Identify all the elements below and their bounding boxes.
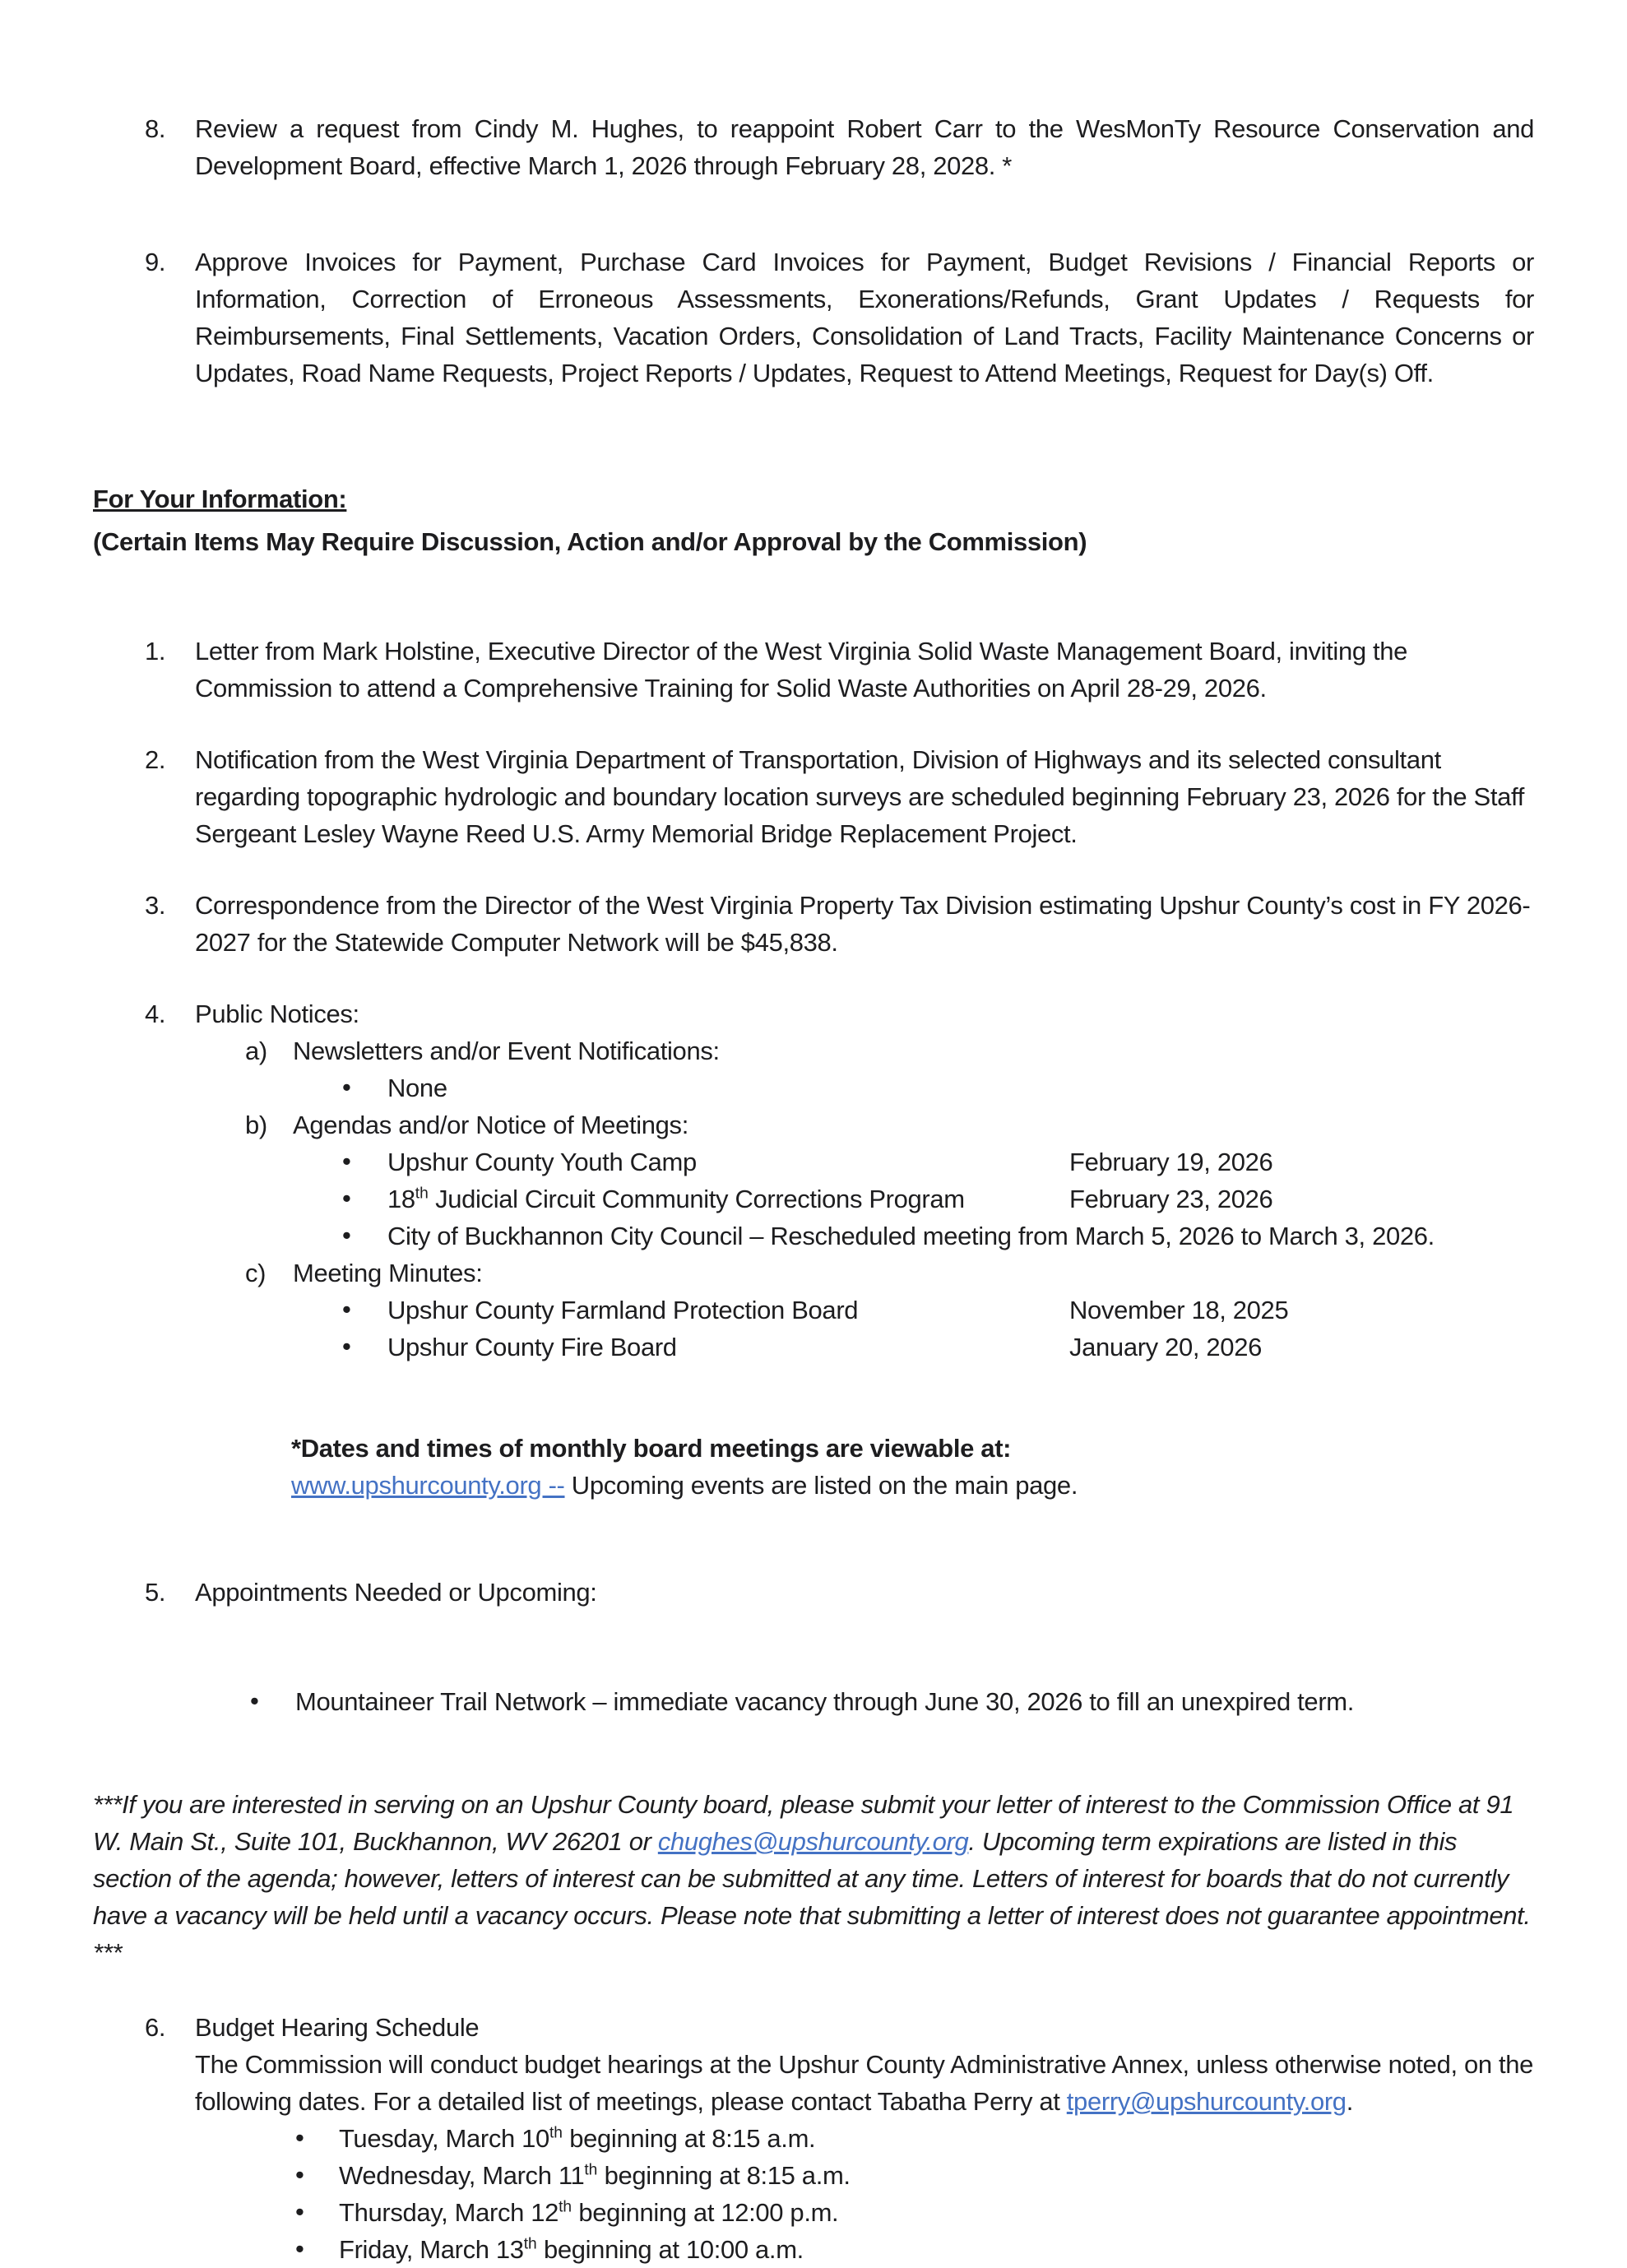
bullet-marker-icon: •	[295, 2160, 304, 2189]
agenda-item-9-text: Approve Invoices for Payment, Purchase Card Invoices for Payment, Budget Revisions / Financial Reports or Information, Correction of Erroneous Assessments, Exonerations/Refunds, Grant Updates / Requests for Reimbursements, Final Settlements, Vacation Orders, Consolidation of Land Tracts, Facility Maintenance Concerns or Updates, Road Name Requests, Project Reports / Updates, Request to Attend Meetings, Request for Day(s) Off.	[195, 248, 1534, 387]
agenda-item-8-text: Review a request from Cindy M. Hughes, to reappoint Robert Carr to the WesMonTy Resource Conservation and Development Board, effective March 1, 2026 through February 28, 2028. *	[195, 114, 1534, 180]
board-meetings-note-rest: Upcoming events are listed on the main page.	[564, 1471, 1078, 1500]
board-meetings-note-heading: *Dates and times of monthly board meetings are viewable at:	[291, 1434, 1012, 1463]
chughes-email-link[interactable]: chughes@upshurcounty.org	[657, 1827, 969, 1856]
fyi-item-4a-bullet-none-text: None	[387, 1074, 447, 1102]
fyi-item-4a-label: Newsletters and/or Event Notifications:	[293, 1037, 720, 1065]
budget-hearing-wednesday-rest: beginning at 8:15 a.m.	[597, 2161, 851, 2190]
fyi-item-4b-bullet-judicial-circuit-pre: 18	[387, 1185, 415, 1213]
fyi-item-1	[93, 633, 1534, 707]
fyi-item-6-number: 6.	[145, 2013, 166, 2042]
fyi-item-4c-bullet-fire-board-date: January 20, 2026	[1069, 1333, 1262, 1361]
agenda-item-8-number: 8.	[145, 114, 166, 143]
board-meetings-note	[291, 1430, 1534, 1504]
fyi-item-4b-bullet-city-council-text: City of Buckhannon City Council – Rescheduled meeting from March 5, 2026 to March 3, 2026.	[387, 1222, 1435, 1250]
bullet-marker-icon: •	[342, 1332, 351, 1361]
fyi-item-3-text: Correspondence from the Director of the West Virginia Property Tax Division estimating Upshur County’s cost in FY 2026-2027 for the Statewide Computer Network will be $45,838.	[195, 891, 1531, 957]
agenda-item-8	[93, 110, 1534, 184]
budget-hearing-bullet-wednesday	[93, 2157, 1534, 2194]
fyi-item-4b	[93, 1106, 1534, 1143]
agenda-item-9	[93, 243, 1534, 392]
fyi-item-5-bullet-trail-network-text: Mountaineer Trail Network – immediate vacancy through June 30, 2026 to fill an unexpired term.	[295, 1687, 1355, 1716]
fyi-item-4a-bullet-none	[93, 1069, 1534, 1106]
fyi-item-4b-bullet-judicial-circuit	[93, 1180, 1534, 1217]
budget-hearing-text-part1: The Commission will conduct budget hearings at the Upshur County Administrative Annex, unless otherwise noted, on the following dates. For a detailed list of meetings, please contact Tabatha Perry at	[195, 2050, 1534, 2116]
fyi-item-6-paragraph	[195, 2046, 1534, 2120]
bullet-marker-icon: •	[342, 1184, 351, 1213]
fyi-item-2	[93, 741, 1534, 852]
fyi-item-5	[93, 1574, 1534, 1611]
fyi-item-4a	[93, 1032, 1534, 1069]
budget-hearing-text-part2: .	[1346, 2087, 1353, 2116]
tperry-email-link[interactable]: tperry@upshurcounty.org	[1066, 2087, 1347, 2116]
fyi-item-4b-bullet-city-council	[93, 1217, 1534, 1255]
budget-hearing-bullet-tuesday	[93, 2120, 1534, 2157]
fyi-section-subheading: (Certain Items May Require Discussion, Action and/or Approval by the Commission)	[93, 527, 1087, 556]
disclaimer-text-part1: ***If you are interested in serving on an Upshur County board, please submit your letter of interest to the Commission Office at 91 W. Main St., Suite 101, Buckhannon, WV 26201 or	[93, 1790, 1514, 1856]
fyi-item-4a-letter: a)	[245, 1037, 267, 1065]
fyi-item-4b-bullet-judicial-circuit-text: Judicial Circuit Community Corrections Program	[428, 1185, 965, 1213]
bullet-marker-icon: •	[342, 1221, 351, 1250]
ordinal-superscript: th	[559, 2198, 572, 2216]
fyi-item-2-number: 2.	[145, 745, 166, 774]
budget-hearing-friday-pre: Friday, March 13	[339, 2235, 524, 2264]
ordinal-superscript: th	[549, 2124, 563, 2142]
budget-hearing-tuesday-rest: beginning at 8:15 a.m.	[562, 2124, 816, 2153]
bullet-marker-icon: •	[295, 2197, 304, 2226]
board-meetings-note-line	[291, 1467, 1534, 1504]
budget-hearing-bullet-thursday	[93, 2194, 1534, 2231]
fyi-item-4c-letter: c)	[245, 1259, 267, 1287]
fyi-item-4b-bullet-youth-camp-text: Upshur County Youth Camp	[387, 1148, 697, 1176]
bullet-marker-icon: •	[342, 1073, 351, 1102]
fyi-item-5-label: Appointments Needed or Upcoming:	[195, 1578, 597, 1607]
fyi-item-4c-label: Meeting Minutes:	[293, 1259, 483, 1287]
disclaimer-text-part2: . Upcoming term expirations are listed in this section of the agenda; however, letters of interest can be submitted at any time. Letters of interest for boards that do not currently have a vacancy will be held until a vacancy occurs. Please note that submitting a letter of interest does not guarantee appointment. ***	[93, 1827, 1531, 1967]
fyi-item-1-number: 1.	[145, 637, 166, 666]
fyi-item-3-number: 3.	[145, 891, 166, 920]
fyi-item-6-label: Budget Hearing Schedule	[195, 2013, 480, 2042]
fyi-item-4c-bullet-farmland-board	[93, 1292, 1534, 1329]
budget-hearing-thursday-rest: beginning at 12:00 p.m.	[572, 2198, 839, 2227]
fyi-item-4b-letter: b)	[245, 1111, 267, 1139]
fyi-section-heading: For Your Information:	[93, 485, 347, 513]
fyi-item-5-bullet-trail-network	[93, 1683, 1534, 1720]
fyi-item-4-label: Public Notices:	[195, 999, 359, 1028]
board-interest-disclaimer	[93, 1786, 1534, 1971]
bullet-marker-icon: •	[295, 2234, 304, 2263]
upshurcounty-website-link[interactable]: www.upshurcounty.org --	[291, 1471, 565, 1500]
budget-hearing-thursday-pre: Thursday, March 12	[339, 2198, 559, 2227]
fyi-item-1-text: Letter from Mark Holstine, Executive Director of the West Virginia Solid Waste Management Board, inviting the Commission to attend a Comprehensive Training for Solid Waste Authorities on April 28-29, 2026.	[195, 637, 1408, 703]
budget-hearing-wednesday-pre: Wednesday, March 11	[339, 2161, 585, 2190]
ordinal-superscript: th	[523, 2235, 537, 2253]
fyi-item-4b-label: Agendas and/or Notice of Meetings:	[293, 1111, 688, 1139]
ordinal-superscript: th	[415, 1185, 429, 1203]
fyi-item-4-number: 4.	[145, 999, 166, 1028]
bullet-marker-icon: •	[342, 1295, 351, 1324]
fyi-item-4c-bullet-farmland-board-date: November 18, 2025	[1069, 1296, 1289, 1324]
fyi-item-4c-bullet-farmland-board-text: Upshur County Farmland Protection Board	[387, 1296, 859, 1324]
agenda-item-9-number: 9.	[145, 248, 166, 276]
fyi-item-5-number: 5.	[145, 1578, 166, 1607]
bullet-marker-icon: •	[250, 1686, 259, 1715]
bullet-marker-icon: •	[342, 1147, 351, 1176]
fyi-item-3	[93, 887, 1534, 961]
fyi-item-4b-bullet-youth-camp-date: February 19, 2026	[1069, 1148, 1273, 1176]
budget-hearing-friday-rest: beginning at 10:00 a.m.	[536, 2235, 804, 2264]
fyi-item-4c-bullet-fire-board-text: Upshur County Fire Board	[387, 1333, 677, 1361]
fyi-item-6	[93, 2009, 1534, 2120]
fyi-item-4c	[93, 1255, 1534, 1292]
budget-hearing-tuesday-pre: Tuesday, March 10	[339, 2124, 549, 2153]
budget-hearing-bullet-friday	[93, 2231, 1534, 2268]
fyi-item-4b-bullet-youth-camp	[93, 1143, 1534, 1180]
bullet-marker-icon: •	[295, 2123, 304, 2152]
fyi-item-4	[93, 995, 1534, 1032]
fyi-item-4b-bullet-judicial-circuit-date: February 23, 2026	[1069, 1185, 1273, 1213]
ordinal-superscript: th	[584, 2161, 598, 2179]
fyi-item-4c-bullet-fire-board	[93, 1329, 1534, 1366]
fyi-item-2-text: Notification from the West Virginia Department of Transportation, Division of Highways and its selected consultant regarding topographic hydrologic and boundary location surveys are scheduled beginning February 23, 2026 for the Staff Sergeant Lesley Wayne Reed U.S. Army Memorial Bridge Replacement Project.	[195, 745, 1524, 848]
